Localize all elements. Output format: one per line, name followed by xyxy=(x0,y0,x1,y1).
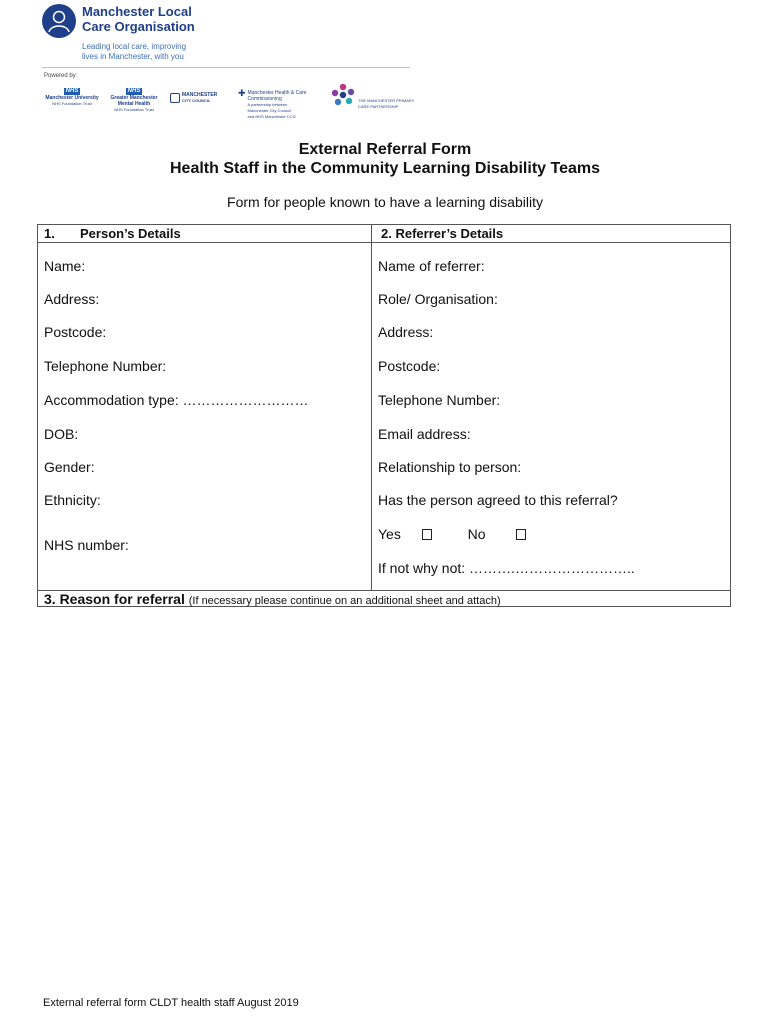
partner-mhcc-line1: Manchester Health & Care xyxy=(247,90,307,96)
referral-form-table xyxy=(37,224,731,607)
primary-care-partnership-logo-icon xyxy=(330,82,356,108)
org-name xyxy=(82,4,282,34)
field-relationship[interactable]: Relationship to person: xyxy=(378,459,522,475)
partner-mpcp-line1: THE MANCHESTER PRIMARY xyxy=(358,98,415,103)
section1-title: Person’s Details xyxy=(80,226,181,241)
partner-mcc-line2: CITY COUNCIL xyxy=(182,98,211,103)
partner-mhcc-line5: and NHS Manchester CCG xyxy=(247,114,296,119)
partner-mhcc-line2: Commissioning xyxy=(247,96,282,102)
partner-gmmh xyxy=(108,88,160,113)
partner-mft-line1: Manchester University xyxy=(45,95,99,101)
no-checkbox[interactable] xyxy=(516,529,526,540)
no-label: No xyxy=(467,526,486,542)
section3-note: (If necessary please continue on an additional sheet and attach) xyxy=(188,595,501,607)
header-divider xyxy=(42,67,410,68)
nhs-badge: NHS xyxy=(65,88,79,94)
field-referrer-address[interactable]: Address: xyxy=(378,324,434,340)
page-footer: External referral form CLDT health staff August 2019 xyxy=(43,997,299,1009)
partner-mcc-line1: MANCHESTER xyxy=(182,92,218,98)
field-telephone[interactable]: Telephone Number: xyxy=(44,358,167,374)
section2-heading: 2. Referrer’s Details xyxy=(381,226,504,241)
partner-mhcc-line3: A partnership between xyxy=(247,102,288,107)
section3-row xyxy=(38,590,730,607)
section1-heading xyxy=(44,226,181,241)
field-role-organisation[interactable]: Role/ Organisation: xyxy=(378,291,498,307)
city-council-crest-icon xyxy=(170,93,180,103)
partner-gmmh-line2: Mental Health xyxy=(117,101,151,107)
field-dob[interactable]: DOB: xyxy=(44,426,79,442)
org-name-line2: Care Organisation xyxy=(82,19,195,34)
section3-heading xyxy=(44,591,501,607)
field-nhs-number[interactable]: NHS number: xyxy=(44,537,129,553)
partner-gmmh-line1: Greater Manchester xyxy=(110,95,158,101)
tagline-line2: lives in Manchester, with you xyxy=(82,52,184,61)
field-postcode[interactable]: Postcode: xyxy=(44,324,107,340)
field-if-not-why[interactable]: If not why not: ……….…………………….. xyxy=(378,560,635,576)
field-referrer-name[interactable]: Name of referrer: xyxy=(378,258,485,274)
yes-label: Yes xyxy=(378,526,401,542)
powered-by-label: Powered by: xyxy=(44,73,78,79)
table-header-row xyxy=(38,225,730,243)
form-subtitle: Health Staff in the Community Learning Disability Teams xyxy=(170,160,600,177)
partner-mft-line2: NHS Foundation Trust xyxy=(52,101,92,106)
field-ethnicity[interactable]: Ethnicity: xyxy=(44,492,101,508)
partner-mhcc-line4: Manchester City Council xyxy=(247,108,291,113)
field-referrer-postcode[interactable]: Postcode: xyxy=(378,358,441,374)
form-intro: Form for people known to have a learning disability xyxy=(227,194,543,210)
column-divider xyxy=(371,225,372,591)
field-address[interactable]: Address: xyxy=(44,291,100,307)
nhs-badge: NHS xyxy=(127,88,141,94)
partner-mpcp-line2: CARE PARTNERSHIP xyxy=(358,104,399,109)
section3-title: 3. Reason for referral xyxy=(44,591,185,607)
field-referrer-telephone[interactable]: Telephone Number: xyxy=(378,392,501,408)
tagline-line1: Leading local care, improving xyxy=(82,42,187,51)
field-accommodation-type[interactable]: Accommodation type: ……………………… xyxy=(44,392,309,408)
field-gender[interactable]: Gender: xyxy=(44,459,95,475)
section1-number: 1. xyxy=(44,226,55,241)
partner-gmmh-line3: NHS Foundation Trust xyxy=(114,107,154,112)
mhcc-cross-icon: ✚ xyxy=(238,88,246,98)
consent-options xyxy=(378,526,526,542)
yes-checkbox[interactable] xyxy=(422,529,432,540)
form-title: External Referral Form xyxy=(298,141,472,158)
field-name[interactable]: Name: xyxy=(44,258,86,274)
partner-mft xyxy=(44,88,100,107)
field-agreed-question: Has the person agreed to this referral? xyxy=(378,492,618,508)
field-email[interactable]: Email address: xyxy=(378,426,471,442)
org-name-line1: Manchester Local xyxy=(82,4,192,19)
partner-mhcc xyxy=(238,90,328,120)
partner-mcc xyxy=(170,92,230,104)
org-tagline xyxy=(82,42,242,62)
mlco-logo-icon xyxy=(42,4,76,38)
